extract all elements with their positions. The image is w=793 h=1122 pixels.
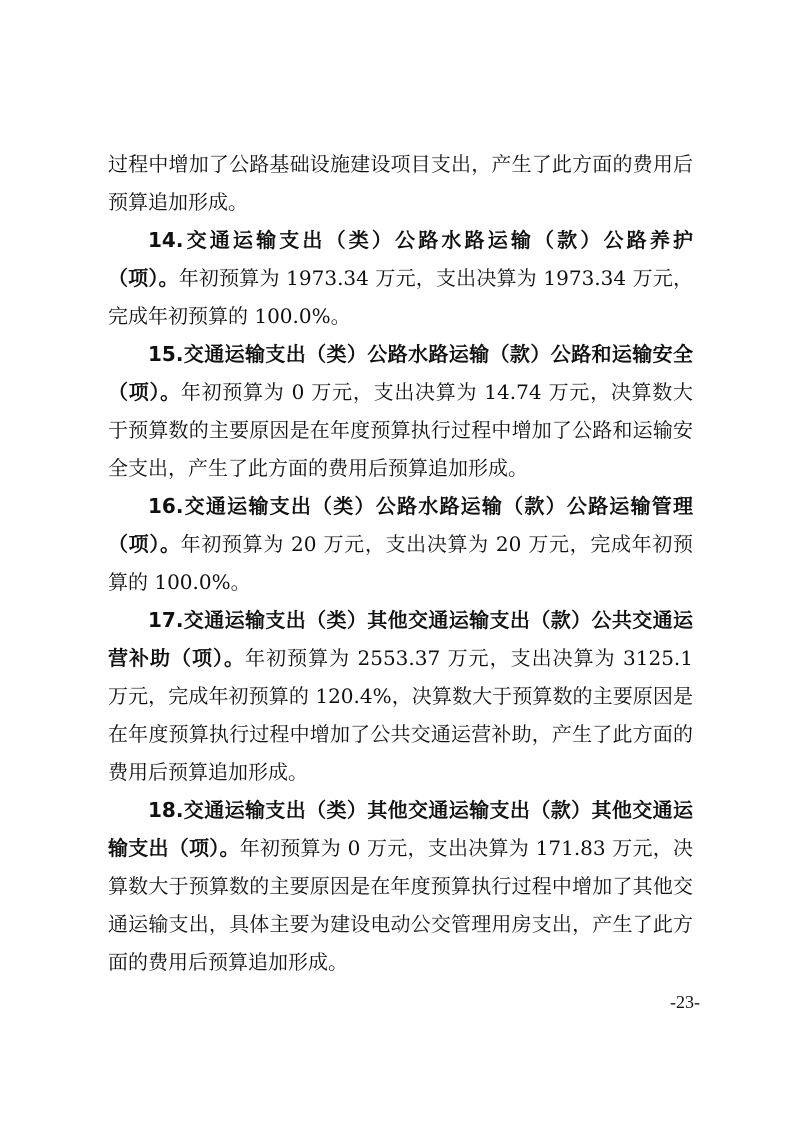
paragraph-item-17 bbox=[108, 601, 693, 791]
item-text: 年初预算为 2553.37 万元，支出决算为 3125.1 万元，完成年初预算的 120.4%，决算数大于预算数的主要原因是在年度预算执行过程中增加了公共交通运营补助，产生了此方面的费用后预算追加形成。 bbox=[108, 646, 693, 784]
page-number: -23- bbox=[670, 992, 700, 1012]
item-heading: 17.交通运输支出（类）其他交通运输支出（款）公共交通运营补助（项）。 bbox=[108, 608, 693, 670]
item-heading: 14.交通运输支出（类）公路水路运输（款）公路养护（项）。 bbox=[108, 228, 693, 290]
paragraph-item-15 bbox=[108, 335, 693, 487]
document-body bbox=[108, 145, 693, 981]
paragraph-item-14 bbox=[108, 221, 693, 335]
item-text: 年初预算为 20 万元，支出决算为 20 万元，完成年初预算的 100.0%。 bbox=[108, 532, 694, 594]
item-text: 年初预算为 0 万元，支出决算为 171.83 万元，决算数大于预算数的主要原因是在年度预算执行过程中增加了其他交通运输支出，具体主要为建设电动公交管理用房支出，产生了此方面的费用后预算追加形成。 bbox=[108, 836, 693, 974]
paragraph-continuation bbox=[108, 145, 693, 221]
item-heading: 15.交通运输支出（类）公路水路运输（款）公路和运输安全（项）。 bbox=[108, 342, 693, 404]
item-heading: 18.交通运输支出（类）其他交通运输支出（款）其他交通运输支出（项）。 bbox=[108, 798, 693, 860]
paragraph-item-16 bbox=[108, 487, 693, 601]
item-text: 年初预算为 0 万元，支出决算为 14.74 万元，决算数大于预算数的主要原因是在年度预算执行过程中增加了公路和运输安全支出，产生了此方面的费用后预算追加形成。 bbox=[108, 380, 693, 480]
item-text: 年初预算为 1973.34 万元，支出决算为 1973.34 万元，完成年初预算的 100.0%。 bbox=[108, 266, 694, 328]
item-heading: 16.交通运输支出（类）公路水路运输（款）公路运输管理（项）。 bbox=[108, 494, 693, 556]
paragraph-item-18 bbox=[108, 791, 693, 981]
paragraph-text: 过程中增加了公路基础设施建设项目支出，产生了此方面的费用后预算追加形成。 bbox=[108, 152, 693, 214]
